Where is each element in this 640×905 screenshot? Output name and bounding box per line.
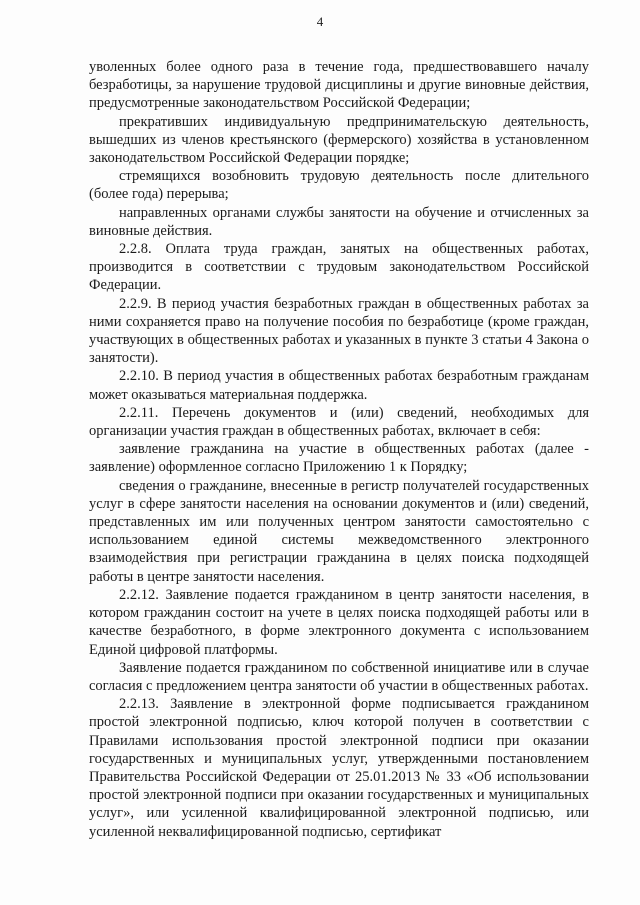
paragraph-2-2-13: 2.2.13. Заявление в электронной форме подписывается гражданином простой электронной подписью, ключ которой получен в соответствии с Правилами использования простой электронной подписи при оказании государственных и муниципальных услуг, утвержденными постановлением Правительства Российской Федерации от 25.01.2013 № 33 «Об использовании простой электронной подписи при оказании государственных и муниципальных услуг», или усиленной квалифицированной электронной подписью, или усиленной неквалифицированной подписью, сертификат xyxy=(89,696,589,840)
document-body xyxy=(89,58,589,841)
paragraph-2-2-8: 2.2.8. Оплата труда граждан, занятых на общественных работах, производится в соответствии с трудовым законодательством Российской Федерации. xyxy=(89,241,589,294)
paragraph-resuming-work: стремящихся возобновить трудовую деятельность после длительного (более года) перерыва; xyxy=(89,168,589,203)
page-number: 4 xyxy=(316,14,324,29)
paragraph-citizen-info: сведения о гражданине, внесенные в регистр получателей государственных услуг в сфере занятости населения на основании документов и (или) сведений, представленных им или полученных центром занятости самостоятельно с использованием единой системы межведомственного электронного взаимодействия при регистрации гражданина в целях поиска подходящей работы в центре занятости населения. xyxy=(89,477,589,585)
paragraph-entrepreneurs: прекративших индивидуальную предпринимательскую деятельность, вышедших из членов крестьянского (фермерского) хозяйства в установленном законодательством Российской Федерации порядке; xyxy=(89,113,589,167)
paragraph-expelled-trainees: направленных органами службы занятости на обучение и отчисленных за виновные действия. xyxy=(89,204,589,239)
paragraph-dismissed-workers: уволенных более одного раза в течение года, предшествовавшего началу безработицы, за нарушение трудовой дисциплины и другие виновные действия, предусмотренные законодательством Российской Федерации; xyxy=(89,59,589,112)
paragraph-2-2-11: 2.2.11. Перечень документов и (или) сведений, необходимых для организации участия граждан в общественных работах, включает в себя: xyxy=(89,404,589,440)
paragraph-own-initiative: Заявление подается гражданином по собственной инициативе или в случае согласия с предложением центра занятости об участии в общественных работах. xyxy=(89,659,589,694)
paragraph-2-2-10: 2.2.10. В период участия в общественных работах безработным гражданам может оказываться материальная поддержка. xyxy=(89,368,589,403)
paragraph-application: заявление гражданина на участие в общественных работах (далее - заявление) оформленное согласно Приложению 1 к Порядку; xyxy=(89,441,589,476)
paragraph-2-2-9: 2.2.9. В период участия безработных граждан в общественных работах за ними сохраняется право на получение пособия по безработице (кроме граждан, участвующих в общественных работах и указанных в пункте 3 статьи 4 Закона о занятости). xyxy=(89,295,589,367)
paragraph-2-2-12: 2.2.12. Заявление подается гражданином в центр занятости населения, в котором гражданин состоит на учете в целях поиска подходящей работы или в качестве безработного, в форме электронного документа с использованием Единой цифровой платформы. xyxy=(89,586,589,658)
